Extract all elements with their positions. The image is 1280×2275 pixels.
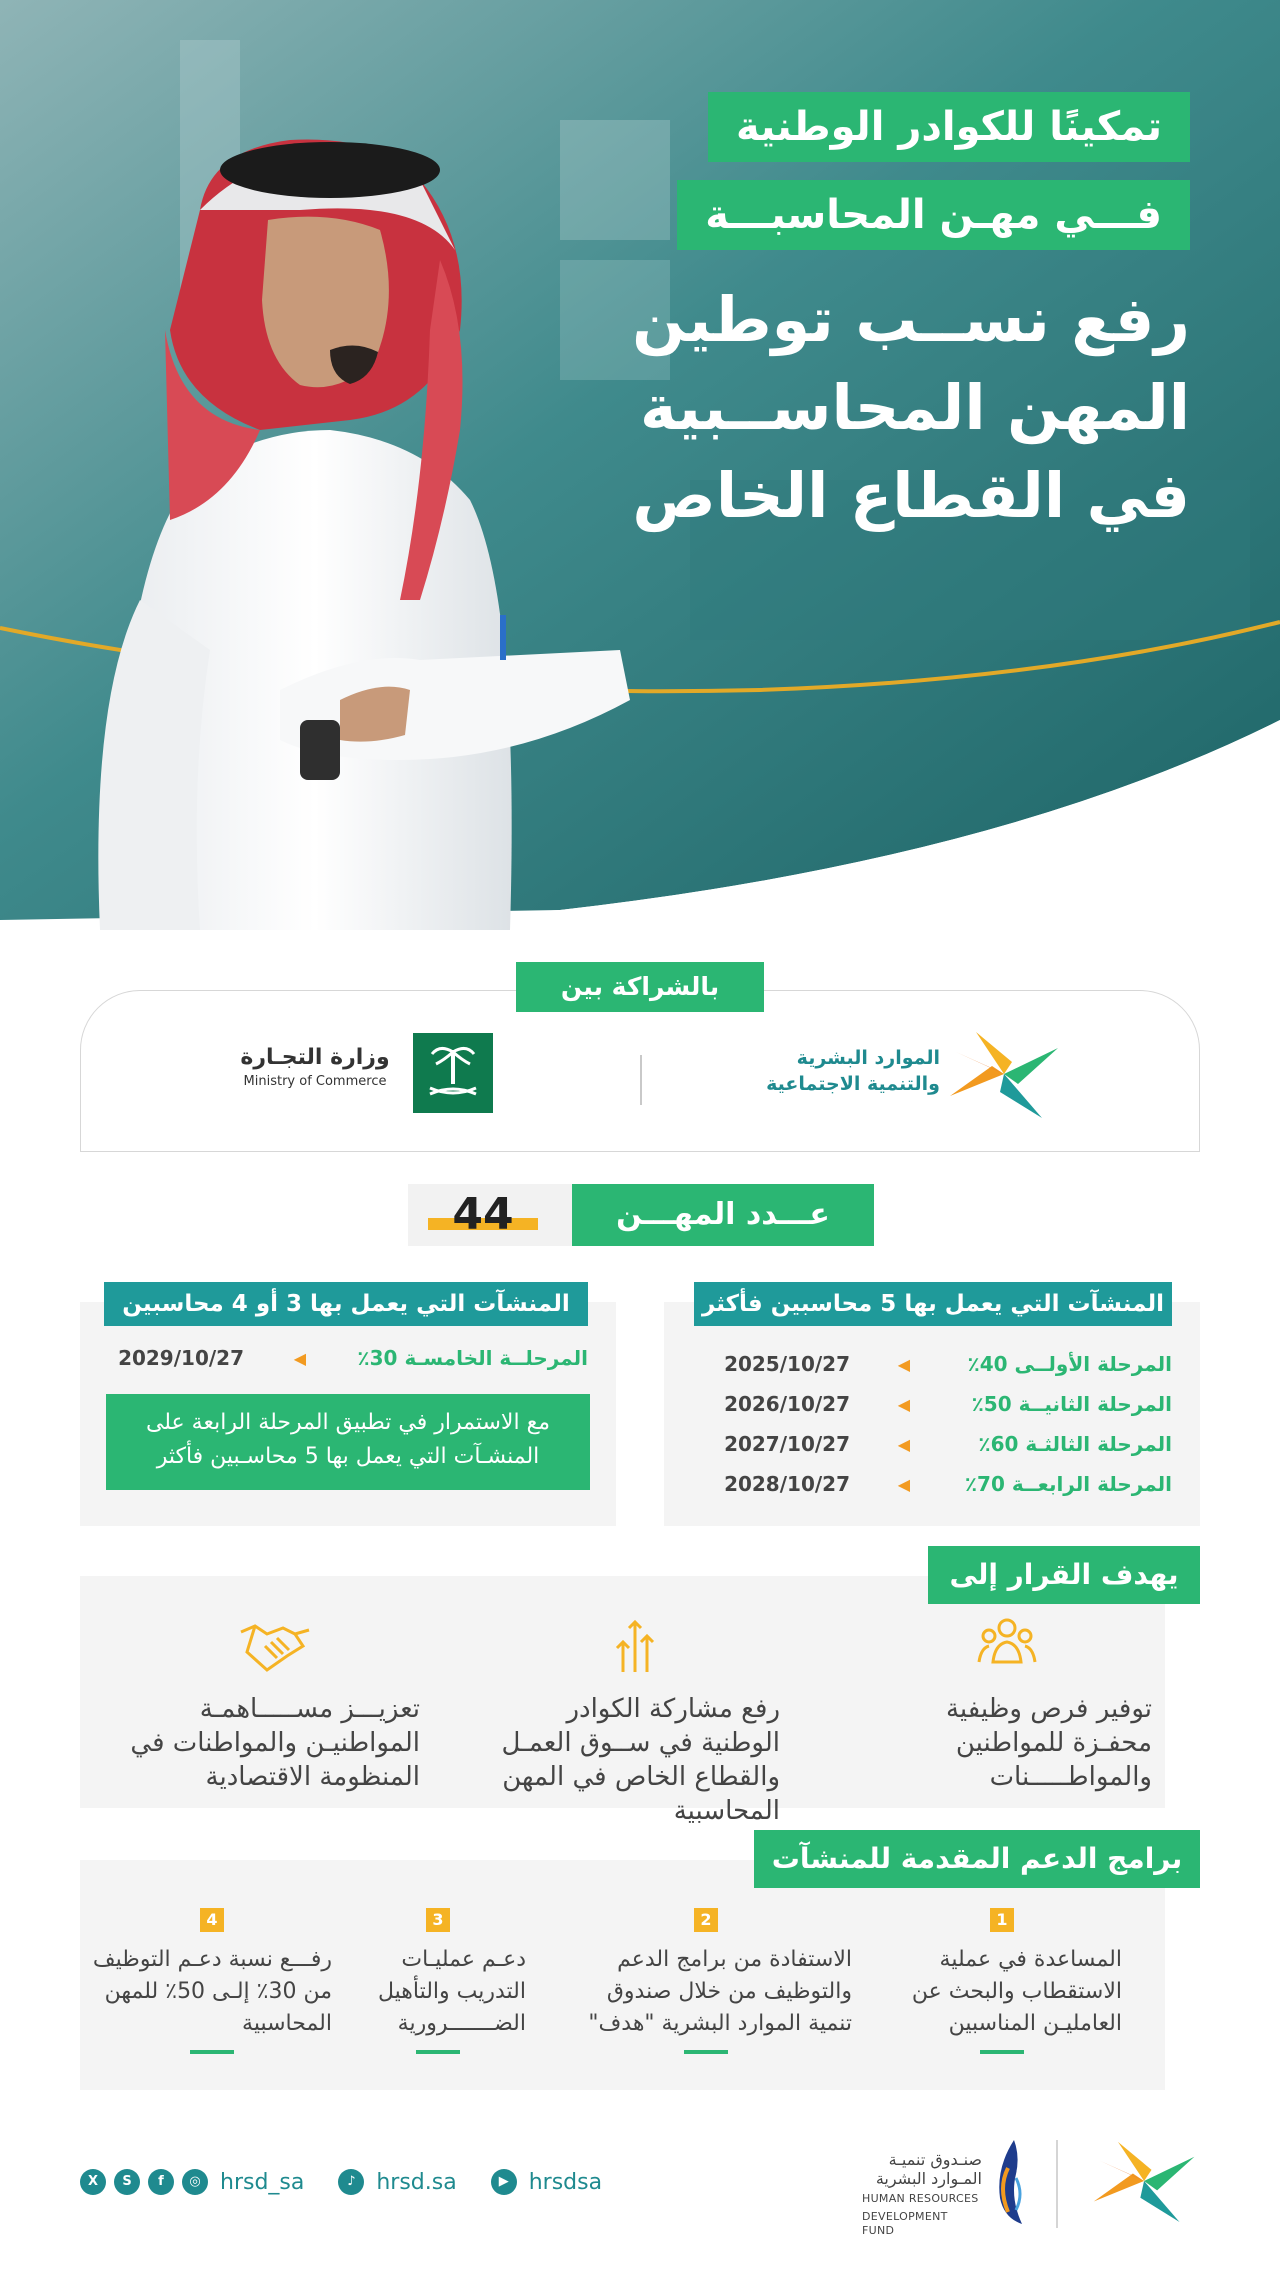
- growth-arrows-icon: [603, 1612, 667, 1676]
- moc-english: Ministry of Commerce: [243, 1074, 387, 1089]
- hrdf-ar-line-1: صنـدوق تنميـة: [888, 2150, 982, 2169]
- ministry-of-commerce-text: [240, 1045, 390, 1089]
- arrow-left-icon: ◀: [897, 1435, 910, 1454]
- phase-name: المرحلة الثالثـة 60٪: [978, 1432, 1172, 1456]
- ministry-of-commerce-logo-icon: [410, 1030, 496, 1116]
- program-number: 1: [990, 1908, 1014, 1932]
- snapchat-icon[interactable]: S: [114, 2169, 140, 2195]
- phase-row: [664, 1432, 1200, 1462]
- headline-line-2: المهن المحاســبية: [639, 371, 1190, 444]
- goal-item: [490, 1612, 780, 1828]
- phase-four-note: مع الاستمرار في تطبيق المرحلة الرابعة على المنشـآت التي يعمل بها 5 محاسـبين فأكثر: [106, 1394, 590, 1490]
- people-icon: [975, 1612, 1039, 1676]
- profession-count-label: عـــدد المهـــن: [572, 1184, 874, 1246]
- phase-name: المرحلة الأولــى 40٪: [967, 1352, 1172, 1376]
- program-number: 3: [426, 1908, 450, 1932]
- hrsd-footer-logo-icon: [1090, 2136, 1200, 2226]
- goal-text: رفع مشاركة الكوادر الوطنية في ســوق العمـل والقطاع الخاص في المهن المحاسبية: [501, 1694, 780, 1826]
- social-handle-2[interactable]: hrsd.sa: [376, 2169, 457, 2195]
- instagram-icon[interactable]: ◎: [182, 2169, 208, 2195]
- footer-divider: [1056, 2140, 1058, 2228]
- hero-tag-2: فـــي مهـن المحاسبـــة: [677, 180, 1190, 250]
- phase-name: المرحلــة الخامسـة 30٪: [357, 1346, 588, 1370]
- headline-line-1: رفع نســب توطين: [632, 283, 1190, 356]
- support-title: برامج الدعم المقدمة للمنشآت: [754, 1830, 1200, 1888]
- phase-date: 2028/10/27: [724, 1472, 850, 1496]
- arrow-left-icon: ◀: [897, 1355, 910, 1374]
- support-program: [882, 1908, 1122, 2054]
- program-text: الاستفادة من برامج الدعم والتوظيف من خلال صندوق تنمية الموارد البشرية "هدف": [588, 1947, 852, 2036]
- tiktok-icon[interactable]: ♪: [338, 2169, 364, 2195]
- phase-date: 2025/10/27: [724, 1352, 850, 1376]
- hero-banner: [0, 0, 1280, 930]
- program-number: 4: [200, 1908, 224, 1932]
- hrdf-en-line-1: HUMAN RESOURCES: [862, 2192, 979, 2205]
- arrow-left-icon: ◀: [897, 1395, 910, 1414]
- social-handle-3[interactable]: hrsdsa: [528, 2169, 603, 2195]
- goal-text: تعزيـــز مســـــاهمـة المواطنيـن والمواطنات في المنظومة الاقتصادية: [130, 1694, 420, 1792]
- support-program: [350, 1908, 526, 2054]
- support-program: [92, 1908, 332, 2054]
- hrdf-en-line-2: DEVELOPMENT FUND: [862, 2210, 948, 2237]
- hrsd-line-1: الموارد البشرية: [796, 1047, 940, 1069]
- youtube-icon[interactable]: ▶: [491, 2169, 517, 2195]
- phase-row: [664, 1472, 1200, 1502]
- hero-title-block: [490, 92, 1190, 540]
- hrdf-logo-text: [862, 2150, 982, 2238]
- goal-text: توفير فرص وظيفية محفـزة للمواطنين والمواطـــــنات: [945, 1694, 1152, 1792]
- profession-count-value: 44: [452, 1189, 514, 1240]
- program-text: رفـــع نسبة دعـم التوظيف من 30٪ إلـى 50٪ للمهن المحاسبية: [92, 1947, 332, 2036]
- goal-item: [862, 1612, 1152, 1794]
- social-handle-1[interactable]: hrsd_sa: [220, 2169, 305, 2195]
- large-establishments-panel: [664, 1291, 1200, 1526]
- phase-name: المرحلة الثانيــة 50٪: [971, 1392, 1172, 1416]
- program-text: دعـم عمليـات التدريب والتأهيل الضـــــــرورية: [377, 1947, 526, 2036]
- phase-date: 2026/10/27: [724, 1392, 850, 1416]
- hrsd-line-2: والتنمية الاجتماعية: [766, 1073, 940, 1095]
- phase-date: 2027/10/27: [724, 1432, 850, 1456]
- program-text: المساعدة في عملية الاستقطاب والبحث عن العامليـن المناسبين: [911, 1947, 1122, 2036]
- hrsd-logo-icon: [946, 1026, 1064, 1122]
- support-program: [560, 1908, 852, 2054]
- hero-tag-1: تمكينًا للكوادر الوطنية: [708, 92, 1190, 162]
- hrdf-ar-line-2: المـوارد البشرية: [875, 2169, 982, 2188]
- program-underline: [684, 2050, 728, 2054]
- hero-headline: [490, 276, 1190, 540]
- phase-date: 2029/10/27: [118, 1346, 244, 1370]
- goals-title: يهدف القرار إلى: [928, 1546, 1200, 1604]
- phase-row: [664, 1352, 1200, 1382]
- small-establishments-title: المنشآت التي يعمل بها 3 أو 4 محاسبين: [104, 1282, 588, 1326]
- arrow-left-icon: ◀: [897, 1475, 910, 1494]
- phase-row: [80, 1346, 616, 1376]
- program-underline: [980, 2050, 1024, 2054]
- small-establishments-panel: [80, 1291, 616, 1526]
- facebook-icon[interactable]: f: [148, 2169, 174, 2195]
- arrow-left-icon: ◀: [293, 1349, 306, 1368]
- social-links: [80, 2162, 628, 2202]
- x-icon[interactable]: X: [80, 2169, 106, 2195]
- program-underline: [190, 2050, 234, 2054]
- program-number: 2: [694, 1908, 718, 1932]
- goal-item: [130, 1612, 420, 1794]
- moc-arabic: وزارة التجـارة: [240, 1045, 390, 1070]
- headline-line-3: في القطاع الخاص: [632, 459, 1190, 532]
- handshake-icon: [237, 1612, 313, 1676]
- program-underline: [416, 2050, 460, 2054]
- phase-name: المرحلة الرابعــة 70٪: [964, 1472, 1172, 1496]
- hrsd-logo-text: [740, 1045, 940, 1097]
- hrdf-logo-icon: [986, 2138, 1028, 2226]
- phase-row: [664, 1392, 1200, 1422]
- large-establishments-title: المنشآت التي يعمل بها 5 محاسبين فأكثر: [694, 1282, 1172, 1326]
- partner-divider: [640, 1055, 642, 1105]
- partnership-label: بالشراكة بين: [516, 962, 764, 1012]
